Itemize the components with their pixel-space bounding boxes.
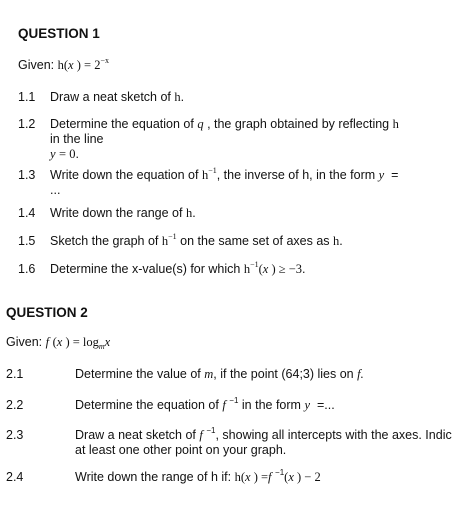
q1-1-text: Draw a neat sketch of h.	[50, 90, 185, 104]
item-number: 2.1	[6, 367, 24, 381]
question-2-title: QUESTION 2	[6, 305, 88, 320]
item-number: 1.5	[18, 234, 36, 248]
item-text: , the graph obtained by reflecting	[207, 117, 390, 131]
item-number: 1.3	[18, 168, 36, 182]
q1-2-text: Determine the equation of q , the graph obtained by reflecting h in the line y = 0.	[50, 117, 399, 161]
item-text: Determine the value of	[75, 367, 201, 381]
item-text: Determine the equation of	[75, 398, 219, 412]
item-text: Determine the equation of	[50, 117, 194, 131]
item-number: 2.2	[6, 398, 24, 412]
item-number: 2.3	[6, 428, 24, 442]
q2-2-text: Determine the equation of f $^{-1}$ in the form y =...	[75, 396, 335, 412]
item-text: Determine the x-value(s) for which	[50, 262, 241, 276]
item-text: Draw a neat sketch of	[50, 90, 171, 104]
q2-1-text: Determine the value of m, if the point (64;3) lies on f.	[75, 367, 364, 381]
item-number: 1.1	[18, 90, 36, 104]
q2-3-text: Draw a neat sketch of f $^{-1}$, showing all intercepts with the axes. Indic at least one other point on your graph.	[75, 426, 452, 457]
item-text: , if the point (64;3) lies on	[213, 367, 354, 381]
item-text: in the line	[50, 132, 104, 146]
item-text: Draw a neat sketch of	[75, 428, 196, 442]
item-text: , the inverse of h, in the form	[216, 168, 376, 182]
question-1-title: QUESTION 1	[18, 26, 100, 41]
given-label: Given:	[6, 335, 43, 349]
item-text: Write down the equation of	[50, 168, 199, 182]
item-text: in the form	[241, 398, 301, 412]
item-text: Write down the range of h if:	[75, 470, 232, 484]
item-number: 2.4	[6, 470, 24, 484]
q1-given: Given: h(x ) = $2^{-x}$	[18, 56, 109, 72]
ellipsis: ...	[50, 183, 61, 197]
item-number: 1.4	[18, 206, 36, 220]
q1-3-text: Write down the equation of $h^{-1}$, the inverse of h, in the form y = ...	[50, 166, 399, 197]
q1-4-text: Write down the range of h.	[50, 206, 196, 220]
given-label: Given:	[18, 58, 55, 72]
item-text: Write down the range of	[50, 206, 183, 220]
item-number: 1.2	[18, 117, 36, 131]
item-text: on the same set of axes as	[180, 234, 330, 248]
item-text: , showing all intercepts with the axes. Indic	[215, 428, 452, 442]
q1-5-text: Sketch the graph of $h^{-1}$ on the same set of axes as h.	[50, 232, 343, 248]
item-text: at least one other point on your graph.	[75, 443, 287, 457]
q1-6-text: Determine the x-value(s) for which $h^{-1}(x$ ) ≥ −3.	[50, 260, 306, 276]
item-number: 1.6	[18, 262, 36, 276]
item-text: Sketch the graph of	[50, 234, 159, 248]
q2-given: Given: f (x ) = $\log_mx$	[6, 335, 111, 351]
q2-4-text: Write down the range of h if: h(x ) =f $^{-1}$(x ) − 2	[75, 468, 321, 484]
